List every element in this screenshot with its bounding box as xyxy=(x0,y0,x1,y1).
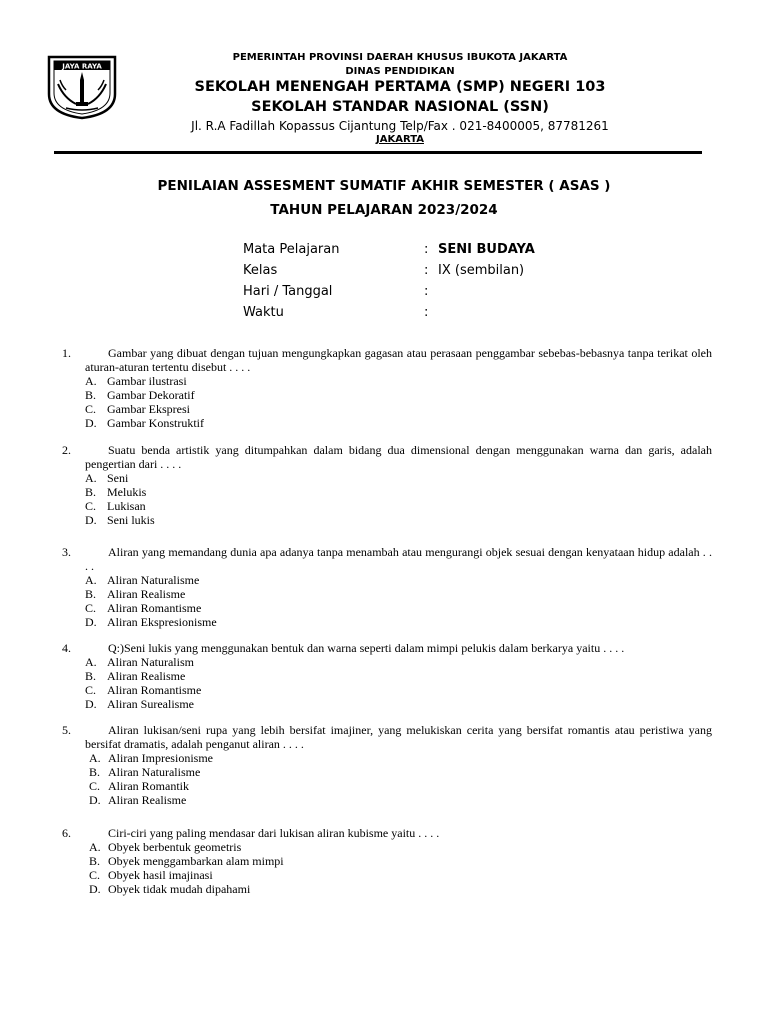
option-list xyxy=(62,573,712,629)
option-letter: C. xyxy=(89,779,101,793)
option-text: Obyek berbentuk geometris xyxy=(108,840,242,854)
question-number: 2. xyxy=(62,443,71,457)
question-5 xyxy=(62,723,712,807)
option-b xyxy=(62,854,712,868)
option-a xyxy=(62,751,712,765)
option-letter: B. xyxy=(85,485,97,499)
school-city: JAKARTA xyxy=(376,134,424,145)
government-header: PEMERINTAH PROVINSI DAERAH KHUSUS IBUKOTA JAKARTA xyxy=(232,52,568,63)
option-c xyxy=(62,683,712,697)
school-address: Jl. R.A Fadillah Kopassus Cijantung Telp/Fax . 021-8400005, 87781261 xyxy=(191,119,609,133)
option-letter: D. xyxy=(85,513,97,527)
option-d xyxy=(62,793,712,807)
option-c xyxy=(62,868,712,882)
option-letter: D. xyxy=(89,882,101,896)
option-a xyxy=(62,374,712,388)
option-d xyxy=(62,697,712,711)
logo-lettering: JAYA RAYA xyxy=(62,62,102,71)
option-text: Lukisan xyxy=(107,499,146,513)
question-text: Aliran lukisan/seni rupa yang lebih bersifat imajiner, yang melukiskan cerita yang bersifat romantis atau peristiwa yang bersifat dramatis, adalah penganut aliran . . . . xyxy=(85,723,712,751)
option-list xyxy=(62,471,712,527)
option-letter: C. xyxy=(89,868,101,882)
option-text: Obyek menggambarkan alam mimpi xyxy=(108,854,284,868)
question-number: 3. xyxy=(62,545,71,559)
option-text: Aliran Romantik xyxy=(108,779,189,793)
option-list xyxy=(62,840,712,896)
option-b xyxy=(62,587,712,601)
option-text: Aliran Romantisme xyxy=(107,601,202,615)
option-c xyxy=(62,601,712,615)
option-text: Seni xyxy=(107,471,129,485)
info-colon: : xyxy=(424,242,429,257)
option-letter: D. xyxy=(85,697,97,711)
info-colon: : xyxy=(424,263,429,278)
option-c xyxy=(62,499,712,513)
option-letter: A. xyxy=(85,374,97,388)
question-text: Gambar yang dibuat dengan tujuan mengungkapkan gagasan atau perasaan penggambar sebebas-bebasnya tanpa terikat oleh aturan-aturan tertentu disebut . . . . xyxy=(85,346,712,374)
department-header: DINAS PENDIDIKAN xyxy=(345,66,455,77)
option-text: Gambar Konstruktif xyxy=(107,416,204,430)
info-colon: : xyxy=(424,305,429,320)
option-a xyxy=(62,573,712,587)
option-text: Gambar ilustrasi xyxy=(107,374,187,388)
option-d xyxy=(62,513,712,527)
option-text: Aliran Impresionisme xyxy=(108,751,213,765)
question-number: 6. xyxy=(62,826,71,840)
option-text: Aliran Romantisme xyxy=(107,683,202,697)
info-label: Kelas xyxy=(243,263,278,278)
option-letter: C. xyxy=(85,402,97,416)
option-letter: B. xyxy=(85,669,97,683)
info-label: Hari / Tanggal xyxy=(243,284,333,299)
option-d xyxy=(62,615,712,629)
info-value: SENI BUDAYA xyxy=(438,242,535,257)
info-label: Mata Pelajaran xyxy=(243,242,340,257)
option-letter: D. xyxy=(85,416,97,430)
option-d xyxy=(62,882,712,896)
option-text: Aliran Realisme xyxy=(107,587,186,601)
question-number: 1. xyxy=(62,346,71,360)
option-a xyxy=(62,471,712,485)
option-letter: C. xyxy=(85,601,97,615)
exam-year: TAHUN PELAJARAN 2023/2024 xyxy=(270,202,498,218)
option-a xyxy=(62,655,712,669)
option-letter: C. xyxy=(85,683,97,697)
option-letter: B. xyxy=(85,388,97,402)
option-list xyxy=(62,655,712,711)
option-letter: A. xyxy=(85,655,97,669)
option-text: Aliran Realisme xyxy=(108,793,187,807)
option-letter: B. xyxy=(85,587,97,601)
option-text: Aliran Naturalisme xyxy=(108,765,201,779)
school-subtitle: SEKOLAH STANDAR NASIONAL (SSN) xyxy=(251,99,549,115)
option-text: Aliran Surealisme xyxy=(107,697,194,711)
option-text: Aliran Ekspresionisme xyxy=(107,615,217,629)
option-text: Obyek hasil imajinasi xyxy=(108,868,213,882)
option-b xyxy=(62,669,712,683)
option-c xyxy=(62,402,712,416)
question-3 xyxy=(62,545,712,629)
option-letter: D. xyxy=(89,793,101,807)
info-label: Waktu xyxy=(243,305,284,320)
question-text: Q:)Seni lukis yang menggunakan bentuk dan warna seperti dalam mimpi pelukis dalam berkarya yaitu . . . . xyxy=(108,641,625,655)
question-4 xyxy=(62,641,712,711)
option-text: Melukis xyxy=(107,485,147,499)
option-letter: A. xyxy=(85,573,97,587)
option-b xyxy=(62,388,712,402)
question-number: 5. xyxy=(62,723,71,737)
option-letter: C. xyxy=(85,499,97,513)
option-b xyxy=(62,485,712,499)
question-1 xyxy=(62,346,712,430)
question-2 xyxy=(62,443,712,527)
school-name: SEKOLAH MENENGAH PERTAMA (SMP) NEGERI 103 xyxy=(194,79,606,95)
option-letter: B. xyxy=(89,854,101,868)
option-d xyxy=(62,416,712,430)
info-value: IX (sembilan) xyxy=(438,263,525,278)
question-6 xyxy=(62,826,712,896)
option-text: Aliran Naturalisme xyxy=(107,573,200,587)
option-letter: A. xyxy=(89,751,101,765)
option-letter: A. xyxy=(85,471,97,485)
option-text: Gambar Ekspresi xyxy=(107,402,190,416)
option-list xyxy=(62,751,712,807)
option-text: Gambar Dekoratif xyxy=(107,388,195,402)
option-letter: B. xyxy=(89,765,101,779)
question-text: Ciri-ciri yang paling mendasar dari lukisan aliran kubisme yaitu . . . . xyxy=(108,826,440,840)
option-list xyxy=(62,374,712,430)
option-text: Seni lukis xyxy=(107,513,155,527)
exam-title: PENILAIAN ASSESMENT SUMATIF AKHIR SEMESTER ( ASAS ) xyxy=(157,178,611,194)
question-text: Suatu benda artistik yang ditumpahkan dalam bidang dua dimensional dengan menggunakan warna dan garis, adalah pengertian dari . . . . xyxy=(85,443,712,471)
option-c xyxy=(62,779,712,793)
letterhead-divider xyxy=(54,151,702,154)
option-letter: D. xyxy=(85,615,97,629)
option-b xyxy=(62,765,712,779)
info-colon: : xyxy=(424,284,429,299)
question-number: 4. xyxy=(62,641,71,655)
option-text: Aliran Naturalism xyxy=(107,655,194,669)
option-a xyxy=(62,840,712,854)
option-letter: A. xyxy=(89,840,101,854)
option-text: Obyek tidak mudah dipahami xyxy=(108,882,251,896)
question-text: Aliran yang memandang dunia apa adanya tanpa menambah atau mengurangi objek sesuai dengan kenyataan hidup adalah . . . . xyxy=(85,545,712,573)
option-text: Aliran Realisme xyxy=(107,669,186,683)
